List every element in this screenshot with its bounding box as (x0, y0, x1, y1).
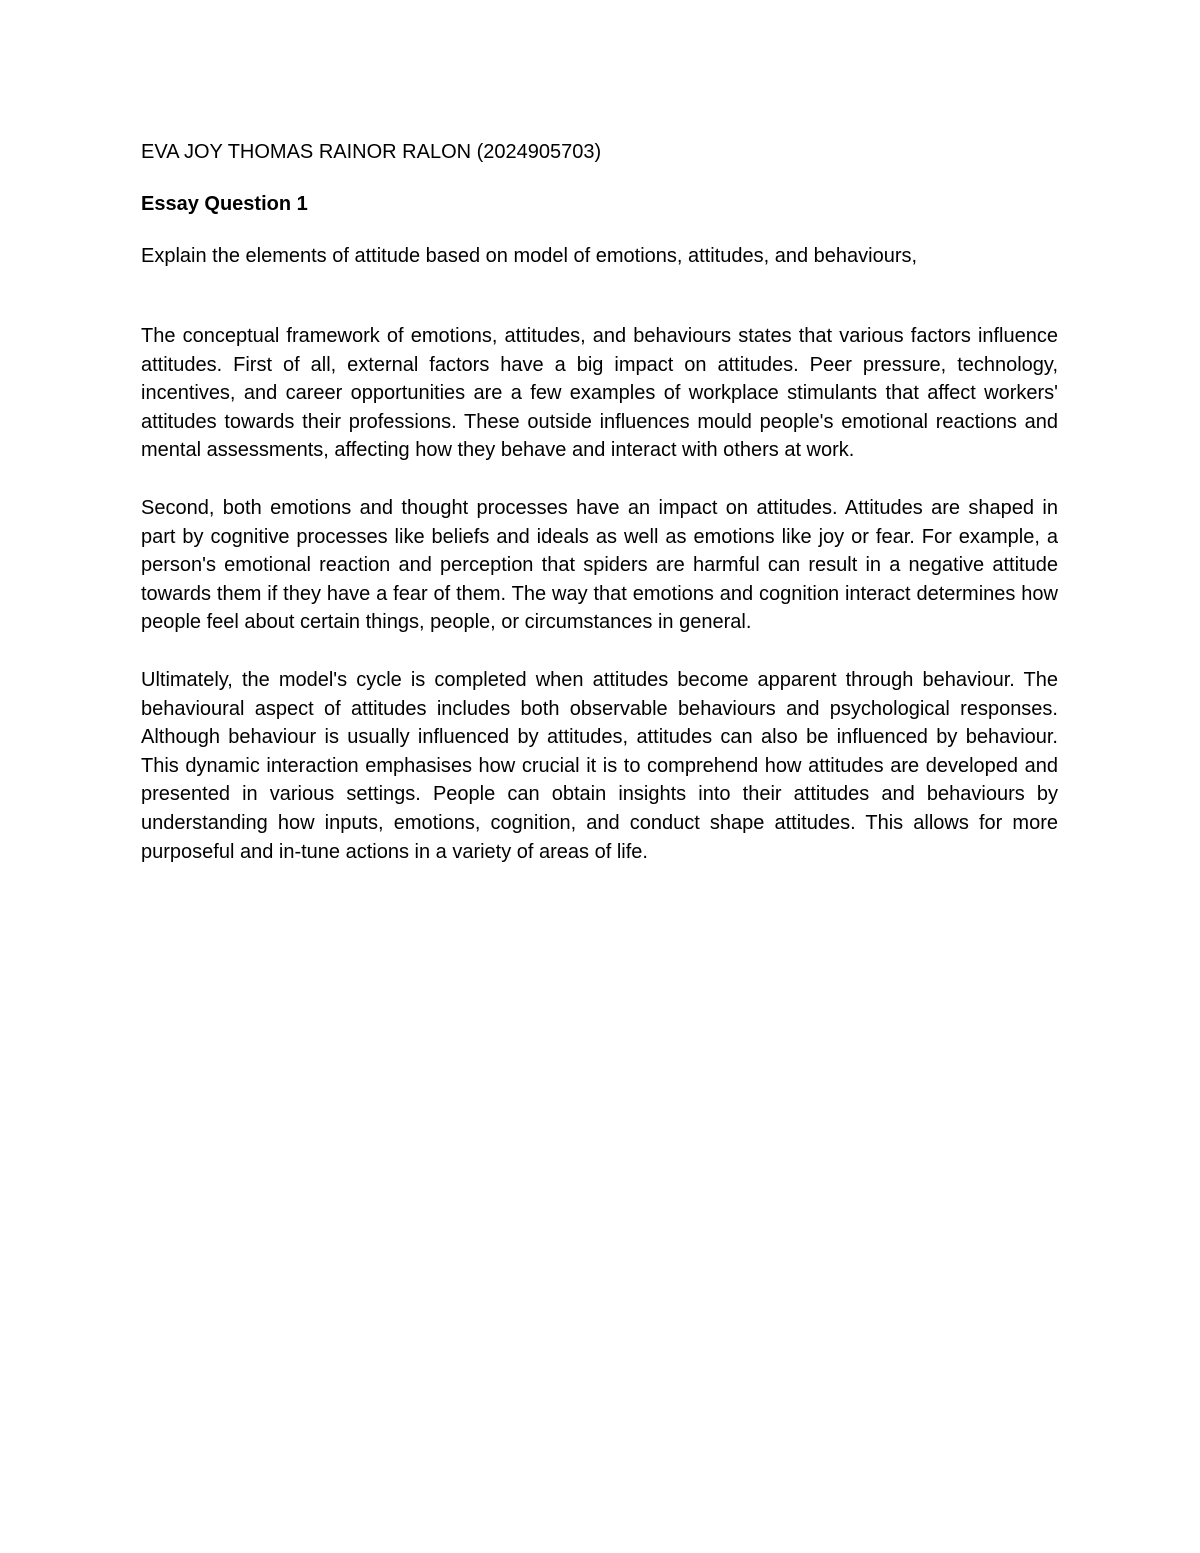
author-line: EVA JOY THOMAS RAINOR RALON (2024905703) (141, 141, 602, 163)
body-paragraph-2: Second, both emotions and thought processes have an impact on attitudes. Attitudes are shaped in part by cognitive processes like beliefs and ideals as well as emotions like joy or fear. For example, a person's emotional reaction and perception that spiders are harmful can result in a negative attitude towards them if they have a fear of them. The way that emotions and cognition interact determines how people feel about certain things, people, or circumstances in general. (141, 496, 1058, 634)
body-paragraph-3: Ultimately, the model's cycle is completed when attitudes become apparent through behaviour. The behavioural aspect of attitudes includes both observable behaviours and psychological responses. Although behaviour is usually influenced by attitudes, attitudes can also be influenced by behaviour. This dynamic interaction emphasises how crucial it is to comprehend how attitudes are developed and presented in various settings. People can obtain insights into their attitudes and behaviours by understanding how inputs, emotions, cognition, and conduct shape attitudes. This allows for more purposeful and in-tune actions in a variety of areas of life. (141, 668, 1058, 863)
body-paragraph-1: The conceptual framework of emotions, attitudes, and behaviours states that various factors influence attitudes. First of all, external factors have a big impact on attitudes. Peer pressure, technology, incentives, and career opportunities are a few examples of workplace stimulants that affect workers' attitudes towards their professions. These outside influences mould people's emotional reactions and mental assessments, affecting how they behave and interact with others at work. (141, 325, 1058, 462)
question-text: Explain the elements of attitude based on model of emotions, attitudes, and behaviours, (141, 245, 918, 267)
document-page (141, 138, 1058, 895)
question-heading: Essay Question 1 (141, 193, 308, 215)
